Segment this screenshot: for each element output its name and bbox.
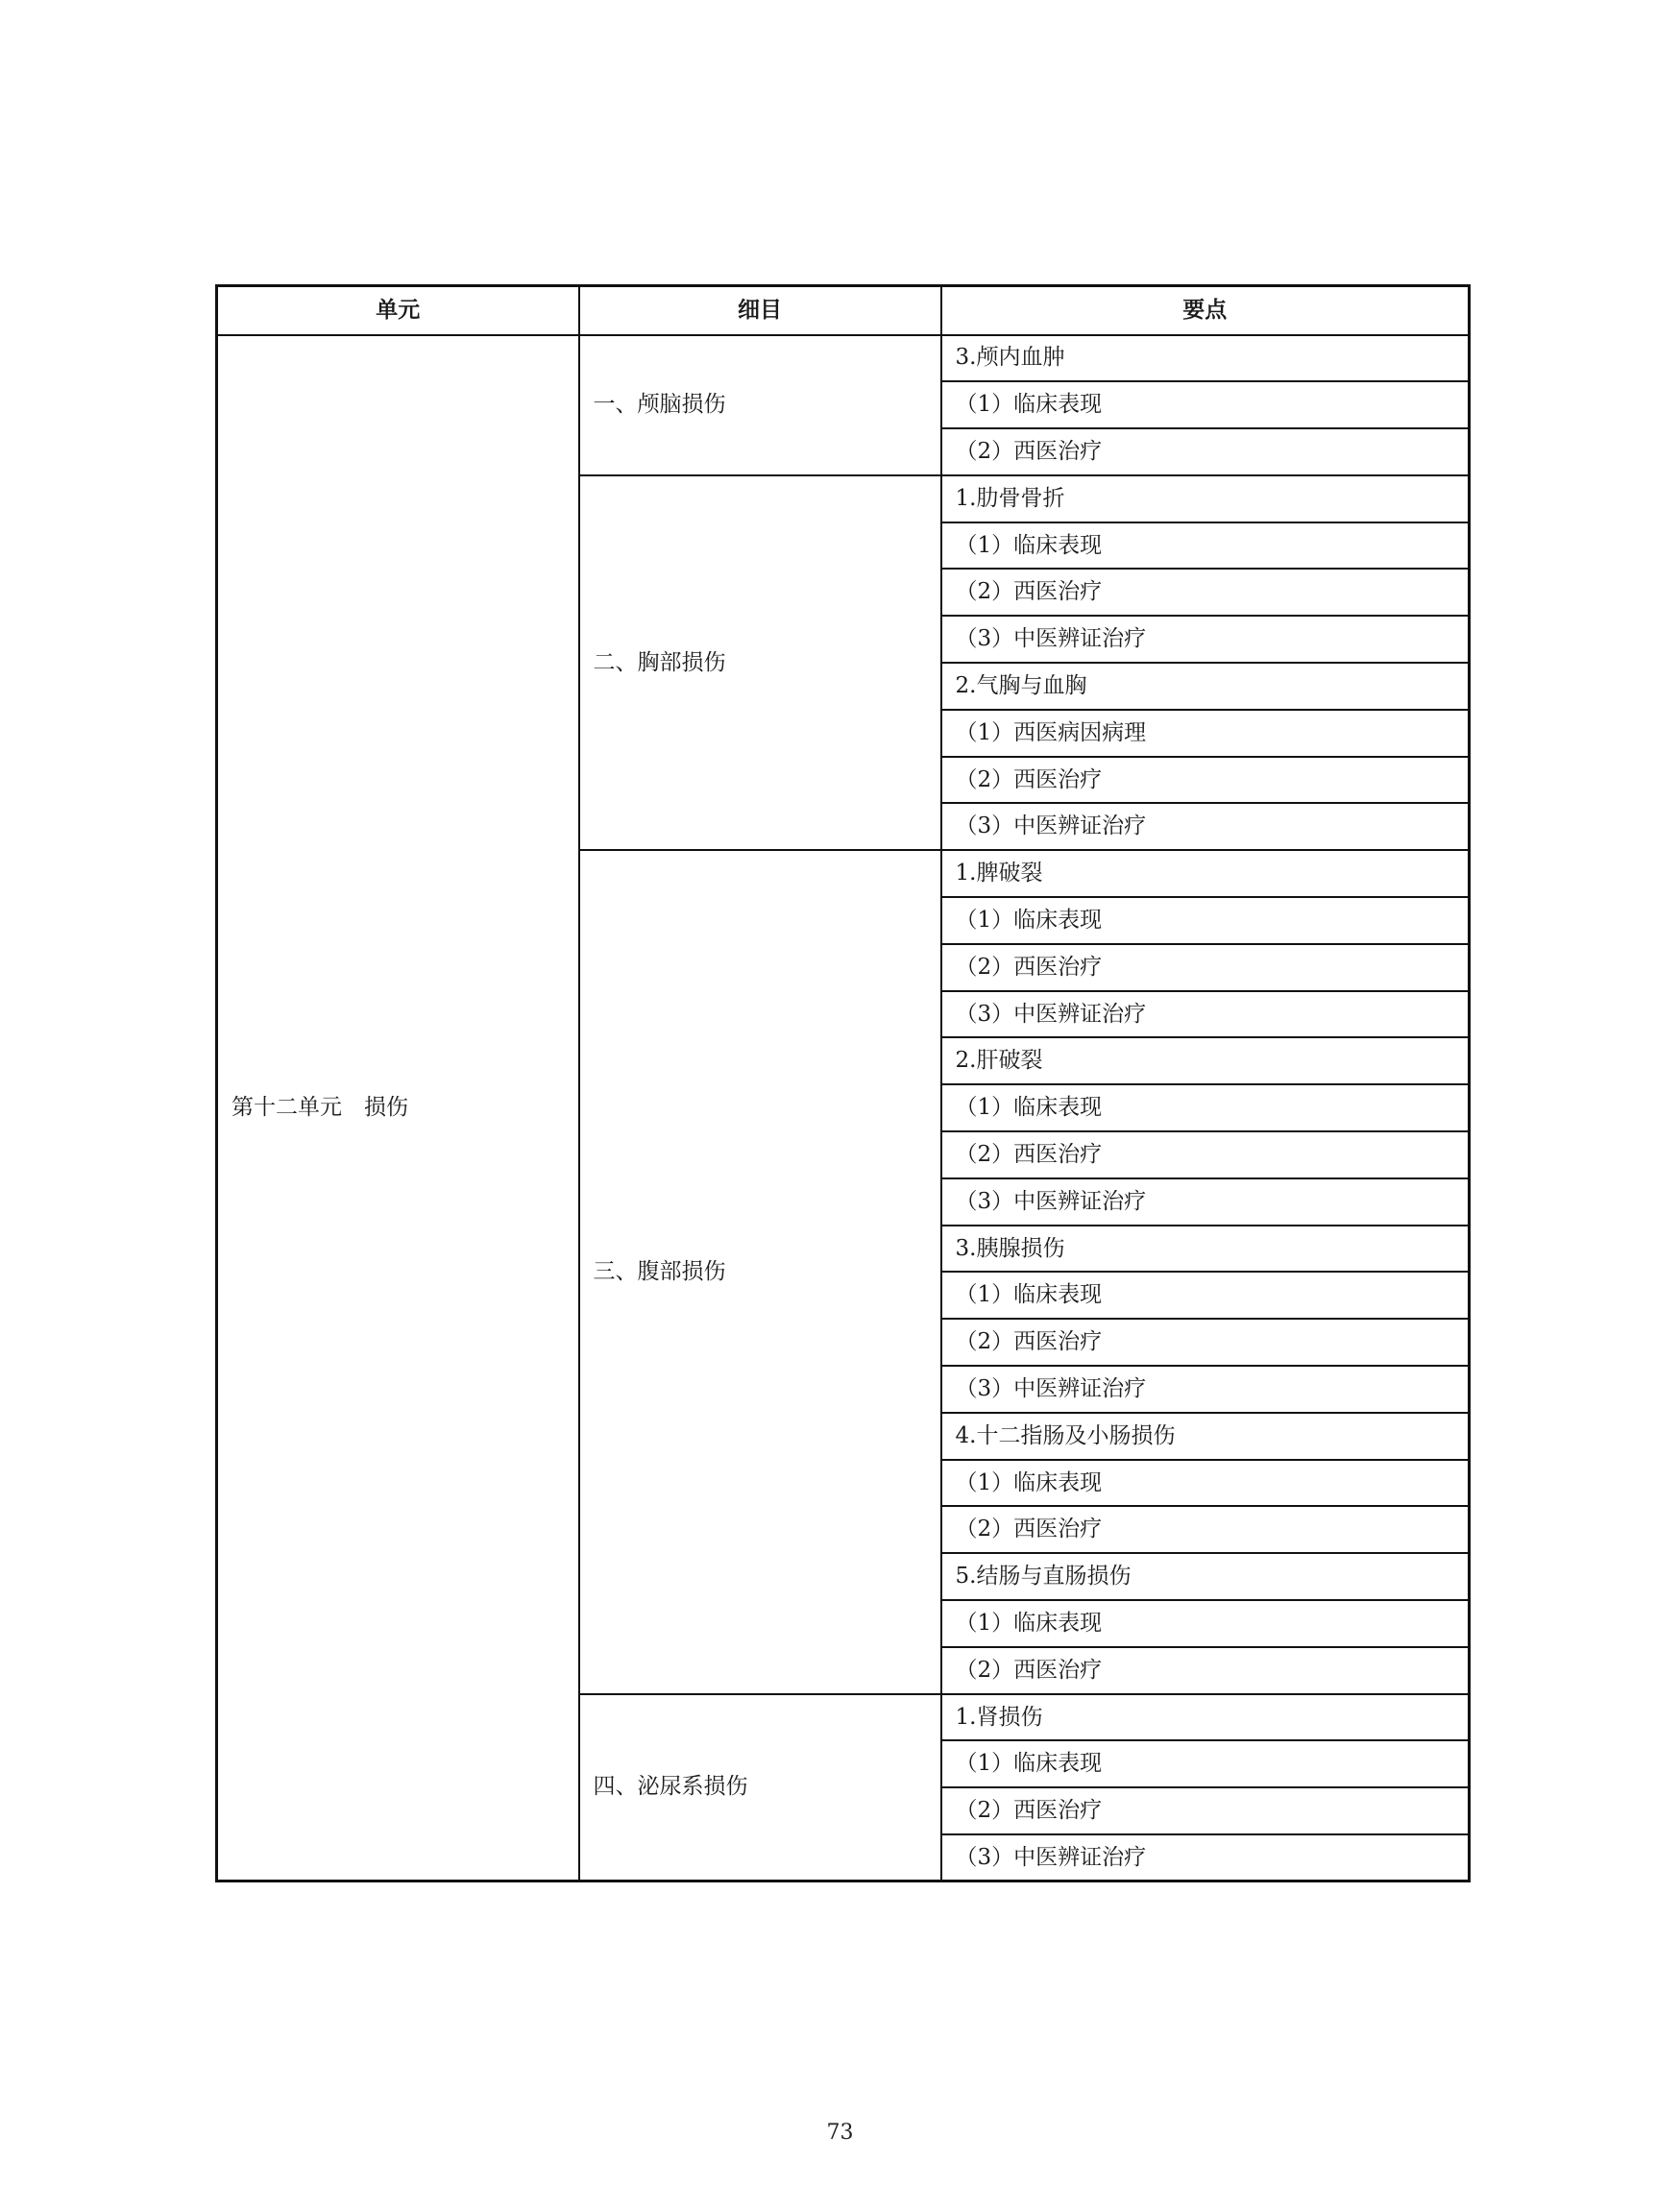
key-point-cell: （3）中医辨证治疗 [941,991,1470,1038]
key-point-cell: 3.颅内血肿 [941,335,1470,382]
unit-cell: 第十二单元 损伤 [217,335,579,1881]
key-point-cell: 5.结肠与直肠损伤 [941,1553,1470,1600]
subject-cell: 一、颅脑损伤 [579,335,941,475]
header-key-points: 要点 [941,286,1470,335]
key-point-cell: 1.肋骨骨折 [941,475,1470,522]
key-point-cell: （2）西医治疗 [941,428,1470,475]
key-point-cell: （3）中医辨证治疗 [941,1366,1470,1413]
subject-cell: 二、胸部损伤 [579,475,941,850]
key-point-cell: （1）临床表现 [941,1600,1470,1647]
subject-cell: 三、腹部损伤 [579,850,941,1693]
table-body [217,335,1470,1881]
key-point-cell: （2）西医治疗 [941,1787,1470,1834]
key-point-cell: （2）西医治疗 [941,1506,1470,1553]
key-point-cell: （1）西医病因病理 [941,710,1470,757]
key-point-cell: （2）西医治疗 [941,1319,1470,1366]
key-point-cell: （3）中医辨证治疗 [941,1178,1470,1226]
key-point-cell: （1）临床表现 [941,897,1470,944]
header-subject: 细目 [579,286,941,335]
page-number: 73 [826,2121,854,2145]
key-point-cell: 1.肾损伤 [941,1694,1470,1741]
key-point-cell: （1）临床表现 [941,522,1470,570]
key-point-cell: （2）西医治疗 [941,1131,1470,1178]
key-point-cell: 2.肝破裂 [941,1037,1470,1084]
subject-cell: 四、泌尿系损伤 [579,1694,941,1881]
key-point-cell: （2）西医治疗 [941,569,1470,616]
table-header-row [217,286,1470,335]
key-point-cell: 4.十二指肠及小肠损伤 [941,1413,1470,1460]
key-point-cell: 2.气胸与血胸 [941,663,1470,710]
key-point-cell: （3）中医辨证治疗 [941,616,1470,663]
key-point-cell: （2）西医治疗 [941,944,1470,991]
key-point-cell: （1）临床表现 [941,1084,1470,1131]
key-point-cell: 3.胰腺损伤 [941,1226,1470,1273]
key-point-cell: （2）西医治疗 [941,1647,1470,1694]
key-point-cell: （2）西医治疗 [941,757,1470,804]
key-point-cell: （1）临床表现 [941,381,1470,428]
key-point-cell: （3）中医辨证治疗 [941,803,1470,850]
table-row [217,335,1470,382]
key-point-cell: （1）临床表现 [941,1740,1470,1787]
header-unit: 单元 [217,286,579,335]
key-point-cell: （1）临床表现 [941,1460,1470,1507]
syllabus-table [215,284,1471,1882]
key-point-cell: 1.脾破裂 [941,850,1470,897]
key-point-cell: （1）临床表现 [941,1272,1470,1319]
key-point-cell: （3）中医辨证治疗 [941,1834,1470,1881]
